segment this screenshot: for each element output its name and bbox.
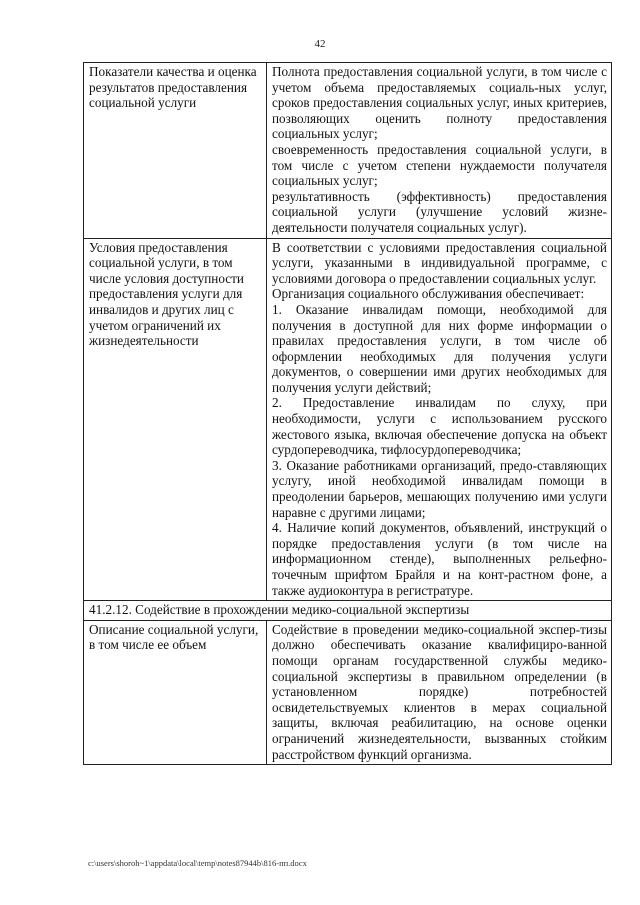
- table-row-section: [84, 601, 612, 621]
- conditions-paragraph: В соответствии с условиями предоставления социальной услуги, указанными в индивидуальной программе, с условиями договора о предоставлении социальных услуг.: [272, 239, 607, 286]
- table-row-quality: [84, 63, 612, 239]
- quality-paragraph: своевременность предоставления социальной услуги, в том числе с учетом степени нуждаемости получателя социальных услуг;: [272, 141, 607, 189]
- section-heading: 41.2.12. Содействие в прохождении медико-социальной экспертизы: [84, 601, 612, 621]
- row-content-conditions: [267, 238, 612, 601]
- table-row-description: [84, 620, 612, 764]
- conditions-paragraph: 4. Наличие копий документов, объявлений, инструкций о порядке предоставления услуги (в том числе на информационном стенде), выполненных рельефно-точечным шрифтом Брайля и на конт-растном фоне, а также аудиоконтура в регистратуре.: [272, 520, 607, 598]
- row-label-quality: Показатели качества и оценка результатов предоставления социальной услуги: [84, 63, 267, 239]
- table-row-conditions: [84, 238, 612, 601]
- footer-file-path: c:\users\shoroh~1\appdata\local\temp\notes87944b\816-пп.docx: [88, 858, 307, 868]
- conditions-paragraph: 1. Оказание инвалидам помощи, необходимой для получения в доступной для них форме информации о правилах предоставления услуги, в том числе об оформлении необходимых для получения услуги документов, о совершении ими других необходимых для получения услуги действий;: [272, 301, 607, 395]
- quality-paragraph: результативность (эффективность) предоставления социальной услуги (улучшение условий жизне-деятельности получателя социальных услуг).: [272, 188, 607, 235]
- description-paragraph: Содействие в проведении медико-социальной экспер-тизы должно обеспечивать оказание квалифициро-ванной помощи органам государственной службы медико-социальной экспертизы в правильном определении (в установленном порядке) потребностей освидетельствуемых клиентов в мерах социальной защиты, включая реабилитацию, на основе оценки ограничений жизнедеятельности, вызванных стойким расстройством функций организма.: [272, 621, 607, 762]
- conditions-paragraph: 3. Оказание работниками организаций, предо-ставляющих услугу, иной необходимой инвалидам помощи в преодолении барьеров, мешающих получению ими услуги наравне с другими лицами;: [272, 457, 607, 520]
- quality-paragraph: Полнота предоставления социальной услуги, в том числе с учетом объема предоставляемых социаль-ных услуг, сроков предоставления социальных услуг, иных критериев, позволяющих оценить полноту предоставления социальных услуг;: [272, 64, 607, 142]
- conditions-paragraph: 2. Предоставление инвалидам по слуху, при необходимости, услуги с использованием русского жестового языка, включая обеспечение допуска на объект сурдопереводчика, тифлосурдопереводчика;: [272, 395, 607, 458]
- services-table: [83, 62, 612, 765]
- row-content-quality: [267, 63, 612, 239]
- row-content-description: [267, 620, 612, 764]
- row-label-description: Описание социальной услуги, в том числе ее объем: [84, 620, 267, 764]
- page-number: 42: [314, 38, 326, 50]
- row-label-conditions: Условия предоставления социальной услуги, в том числе условия доступности предоставления услуги для инвалидов и других лиц с учетом ограничений их жизнедеятельности: [84, 238, 267, 601]
- conditions-paragraph: Организация социального обслуживания обеспечивает:: [272, 286, 585, 302]
